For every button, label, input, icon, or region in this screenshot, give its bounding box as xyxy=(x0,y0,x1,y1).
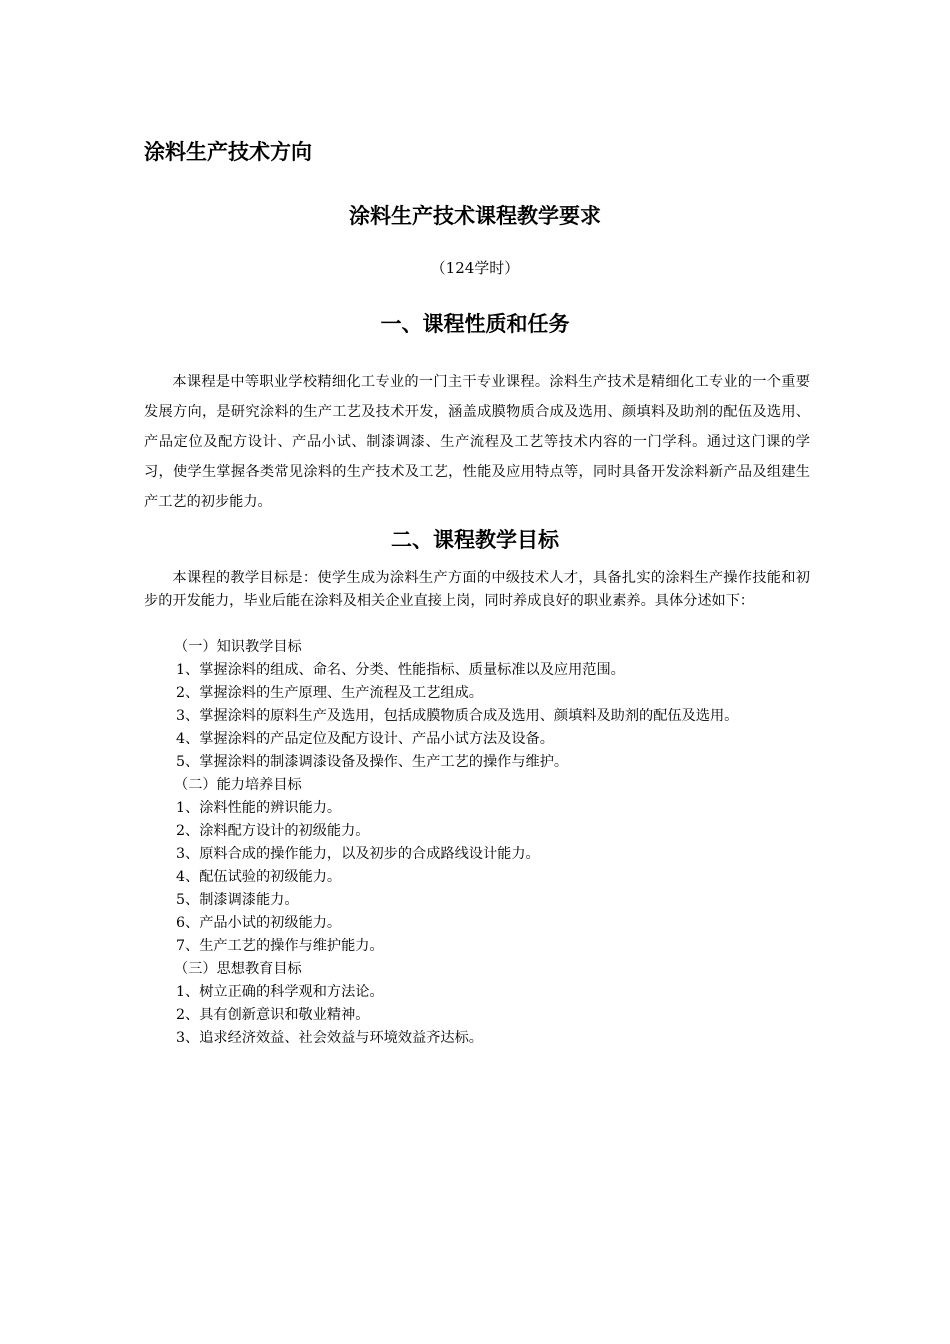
heading-teaching-objectives: 二、课程教学目标 xyxy=(391,528,559,552)
list-item: 5、制漆调漆能力。 xyxy=(176,892,299,908)
list-item: 3、追求经济效益、社会效益与环境效益齐达标。 xyxy=(176,1030,483,1046)
section-label: 涂料生产技术方向 xyxy=(144,140,312,164)
list-item: 1、掌握涂料的组成、命名、分类、性能指标、质量标准以及应用范围。 xyxy=(176,662,625,678)
list-item: 2、涂料配方设计的初级能力。 xyxy=(176,823,370,839)
subheading-ideology: （三）思想教育目标 xyxy=(174,961,302,977)
list-item: 2、具有创新意识和敬业精神。 xyxy=(176,1007,370,1023)
list-item: 3、掌握涂料的原料生产及选用，包括成膜物质合成及选用、颜填料及助剂的配伍及选用。 xyxy=(176,708,739,724)
course-hours: （124学时） xyxy=(430,259,520,277)
heading-course-nature: 一、课程性质和任务 xyxy=(380,312,570,336)
paragraph-course-nature: 本课程是中等职业学校精细化工专业的一门主干专业课程。涂料生产技术是精细化工专业的一个重要发展方向，是研究涂料的生产工艺及技术开发，涵盖成膜物质合成及选用、颜填料及助剂的配伍及选用、产品定位及配方设计、产品小试、制漆调漆、生产流程及工艺等技术内容的一门学科。通过这门课的学习，使学生掌握各类常见涂料的生产技术及工艺，性能及应用特点等，同时具备开发涂料新产品及组建生产工艺的初步能力。 xyxy=(144,374,810,510)
list-item: 6、产品小试的初级能力。 xyxy=(176,915,342,931)
list-item: 4、配伍试验的初级能力。 xyxy=(176,869,342,885)
list-item: 5、掌握涂料的制漆调漆设备及操作、生产工艺的操作与维护。 xyxy=(176,754,569,770)
list-item: 7、生产工艺的操作与维护能力。 xyxy=(176,938,384,954)
list-item: 1、树立正确的科学观和方法论。 xyxy=(176,984,384,1000)
list-item: 3、原料合成的操作能力，以及初步的合成路线设计能力。 xyxy=(176,846,540,862)
list-item: 1、涂料性能的辨识能力。 xyxy=(176,800,342,816)
document-title: 涂料生产技术课程教学要求 xyxy=(349,204,601,228)
objectives-list xyxy=(144,636,810,1050)
subheading-knowledge: （一）知识教学目标 xyxy=(174,639,302,655)
list-item: 4、掌握涂料的产品定位及配方设计、产品小试方法及设备。 xyxy=(176,731,554,747)
subheading-ability: （二）能力培养目标 xyxy=(174,777,302,793)
list-item: 2、掌握涂料的生产原理、生产流程及工艺组成。 xyxy=(176,685,483,701)
paragraph-objectives-intro: 本课程的教学目标是：使学生成为涂料生产方面的中级技术人才，具备扎实的涂料生产操作技能和初步的开发能力，毕业后能在涂料及相关企业直接上岗，同时养成良好的职业素养。具体分述如下： xyxy=(144,570,810,609)
